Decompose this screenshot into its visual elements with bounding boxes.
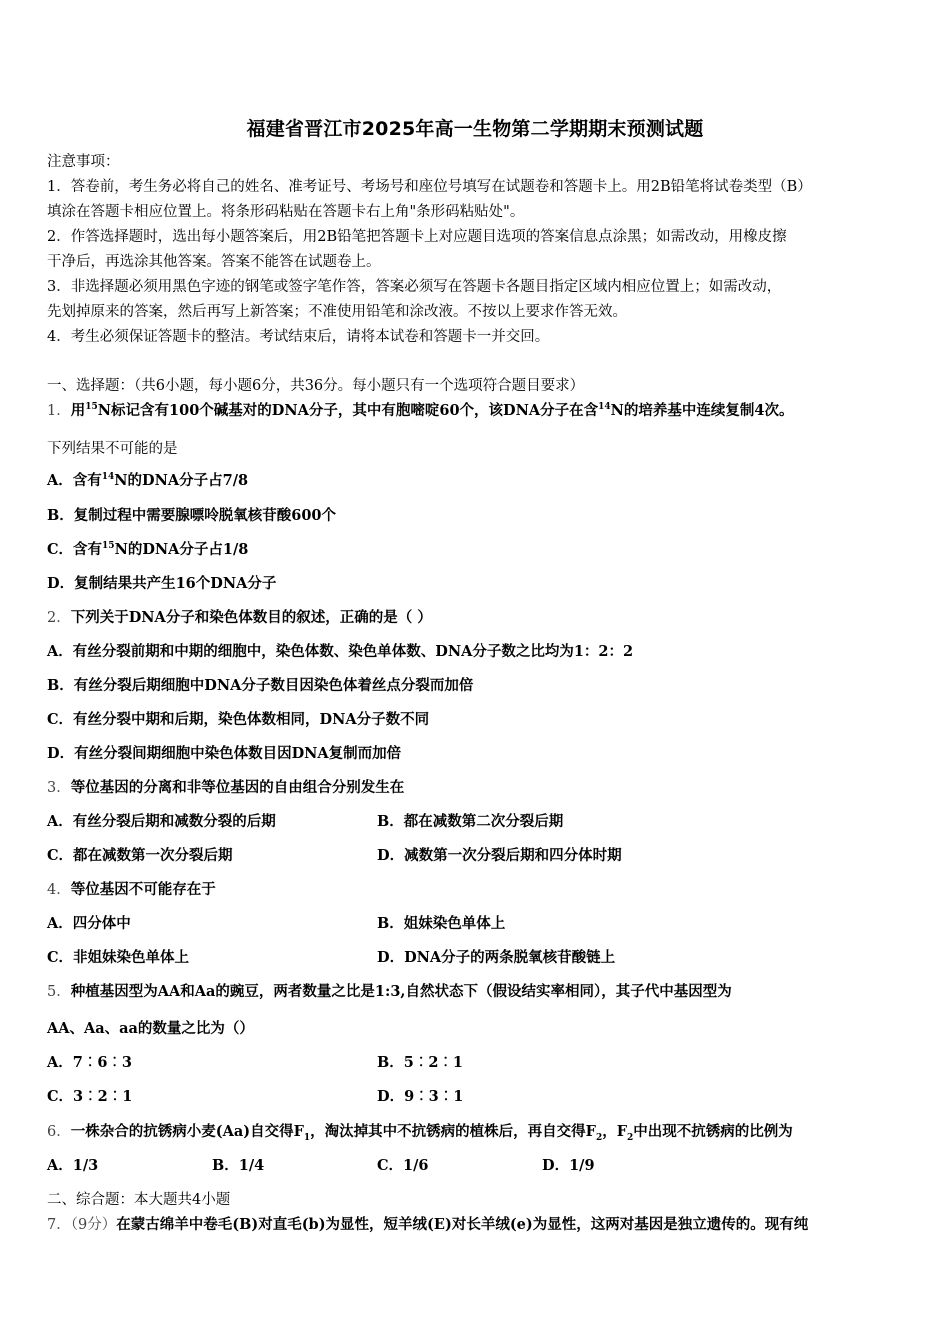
question-6-option-b: B．1/4	[212, 1157, 265, 1174]
question-3-option-d: D．减数第一次分裂后期和四分体时期	[377, 847, 622, 864]
question-5-option-d: D．9︰3︰1	[377, 1088, 464, 1105]
question-5-option-c: C．3︰2︰1	[47, 1088, 133, 1105]
question-1-stem-line2: 下列结果不可能的是	[47, 441, 178, 457]
section-heading-comprehensive: 二、综合题：本大题共4小题	[47, 1192, 231, 1208]
question-6-option-d: D．1/9	[542, 1157, 595, 1174]
question-1-stem: 1．用$^{15}$N标记含有100个碱基对的DNA分子，其中有胞嘧啶60个，该DNA分子在含$^{14}$N的培养基中连续复制4次。	[47, 402, 794, 419]
question-1-option-d: D．复制结果共产生16个DNA分子	[47, 575, 277, 592]
section-heading-choice: 一、选择题：（共6小题，每小题6分，共36分。每小题只有一个选项符合题目要求）	[47, 378, 585, 394]
notice-item-4: 4．考生必须保证答题卡的整洁。考试结束后，请将本试卷和答题卡一并交回。	[47, 329, 550, 345]
notice-item-2a: 2．作答选择题时，选出每小题答案后，用2B铅笔把答题卡上对应题目选项的答案信息点涂黑；如需改动，用橡皮擦	[47, 229, 787, 245]
question-4-option-d: D．DNA分子的两条脱氧核苷酸链上	[377, 949, 616, 966]
question-4-option-a: A．四分体中	[47, 915, 131, 932]
question-2-option-a: A．有丝分裂前期和中期的细胞中，染色体数、染色单体数、DNA分子数之比均为1：2：2	[47, 643, 634, 660]
question-number: 1．	[47, 403, 71, 419]
notice-item-1b: 填涂在答题卡相应位置上。将条形码粘贴在答题卡右上角"条形码粘贴处"。	[47, 204, 525, 220]
question-2-option-c: C．有丝分裂中期和后期，染色体数相同，DNA分子数不同	[47, 711, 430, 728]
question-6-option-c: C．1/6	[377, 1157, 429, 1174]
question-5-stem-line2: AA、Aa、aa的数量之比为（）	[47, 1020, 254, 1037]
question-4-option-b: B．姐妹染色单体上	[377, 915, 506, 932]
question-4-option-c: C．非姐妹染色单体上	[47, 949, 190, 966]
question-1-option-c: C．含有$^{15}$N的DNA分子占1/8	[47, 541, 249, 558]
notice-item-2b: 干净后，再选涂其他答案。答案不能答在试题卷上。	[47, 254, 381, 270]
question-5-option-a: A．7︰6︰3	[47, 1054, 133, 1071]
question-5-option-b: B．5︰2︰1	[377, 1054, 464, 1071]
question-3-option-c: C．都在减数第一次分裂后期	[47, 847, 233, 864]
question-2-stem: 2．下列关于DNA分子和染色体数目的叙述，正确的是（ ）	[47, 609, 432, 626]
notice-item-3a: 3．非选择题必须用黑色字迹的钢笔或签字笔作答，答案必须写在答题卡各题目指定区域内相应位置上；如需改动，	[47, 279, 782, 295]
notice-item-1a: 1．答卷前，考生务必将自己的姓名、准考证号、考场号和座位号填写在试题卷和答题卡上。用2B铅笔将试卷类型（B）	[47, 179, 812, 195]
question-6-option-a: A．1/3	[47, 1157, 99, 1174]
question-6-stem: 6．一株杂合的抗锈病小麦(Aa)自交得$F_1$，淘汰掉其中不抗锈病的植株后，再自交得$F_2$，$F_2$中出现不抗锈病的比例为	[47, 1123, 793, 1143]
question-1-option-a: A．含有$^{14}$N的DNA分子占7/8	[47, 472, 249, 489]
question-5-stem: 5．种植基因型为AA和Aa的豌豆，两者数量之比是1:3,自然状态下（假设结实率相同），其子代中基因型为	[47, 983, 732, 1000]
question-3-stem: 3．等位基因的分离和非等位基因的自由组合分别发生在	[47, 779, 405, 796]
page-title: 福建省晋江市2025年高一生物第二学期期末预测试题	[246, 118, 704, 140]
question-3-option-a: A．有丝分裂后期和减数分裂的后期	[47, 813, 276, 830]
notice-heading: 注意事项：	[47, 154, 120, 170]
question-3-option-b: B．都在减数第二次分裂后期	[377, 813, 564, 830]
question-2-option-b: B．有丝分裂后期细胞中DNA分子数目因染色体着丝点分裂而加倍	[47, 677, 474, 694]
question-4-stem: 4．等位基因不可能存在于	[47, 881, 216, 898]
notice-item-3b: 先划掉原来的答案，然后再写上新答案；不准使用铅笔和涂改液。不按以上要求作答无效。	[47, 304, 627, 320]
question-2-option-d: D．有丝分裂间期细胞中染色体数目因DNA复制而加倍	[47, 745, 402, 762]
question-1-option-b: B．复制过程中需要腺嘌呤脱氧核苷酸600个	[47, 507, 337, 524]
question-7-stem: 7．（9分）在蒙古绵羊中卷毛(B)对直毛(b)为显性，短羊绒(E)对长羊绒(e)为显性，这两对基因是独立遗传的。现有纯	[47, 1216, 809, 1233]
